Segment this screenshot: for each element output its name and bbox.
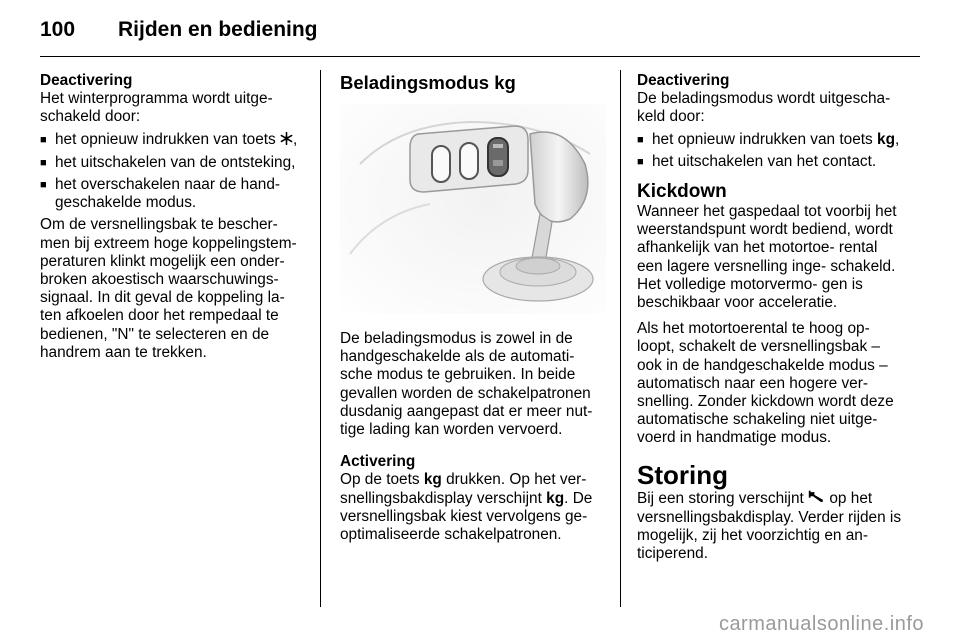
activering-heading: Activering <box>340 453 416 471</box>
warning-paragraph: Om de versnellingsbak te bescher- men bij extreem hoge koppelingstem- peraturen klinkt mogelijk een onder- broken akoestisch waarschuwings- signaal. In dit geval de koppeling la- ten afkoelen door het rempedaal te bedienen, "N" te selecteren en de handrem aan te trekken. <box>40 216 297 361</box>
list-item: ■ het opnieuw indrukken van toets , <box>40 131 308 150</box>
deactivering-heading-2: Deactivering <box>637 72 730 89</box>
deactivering-heading: Deactivering <box>40 72 133 89</box>
storing-heading: Storing <box>637 459 728 490</box>
column-1 <box>40 72 308 362</box>
page-header <box>40 18 318 48</box>
kickdown-heading: Kickdown <box>637 181 727 203</box>
list-item: ■ het opnieuw indrukken van toets kg, <box>637 130 900 148</box>
column-2 <box>340 72 606 544</box>
bullet-icon: ■ <box>637 133 644 146</box>
watermark: carmanualsonline.info <box>718 613 924 635</box>
column-divider-1 <box>320 70 321 607</box>
column-divider-2 <box>620 70 621 607</box>
intro-text: Het winterprogramma wordt uitge- schakeld door: <box>40 90 273 126</box>
bullet-icon: ■ <box>40 156 47 169</box>
bullet-icon: ■ <box>40 133 47 146</box>
snowflake-icon <box>280 132 293 150</box>
header-rule <box>40 56 920 57</box>
kickdown-paragraph-2: Als het motortoerental te hoog op- loopt, schakelt de versnellingsbak – ook in de handgeschakelde modus – automatisch naar een hogere ver- snelling. Zonder kickdown wordt deze automatische schakeling niet uitge- voerd in handmatige modus. <box>637 320 894 447</box>
bullet-icon: ■ <box>40 179 47 192</box>
intro-text-2: De beladingsmodus wordt uitgescha- keld door: <box>637 90 891 126</box>
beladingsmodus-heading: Beladingsmodus kg <box>340 72 516 93</box>
page-number: 100 <box>40 18 76 41</box>
activering-paragraph: Op de toets kg drukken. Op het ver- snellingsbakdisplay verschijnt kg. De versnellingsbak kiest vervolgens ge- optimaliseerde schakelpatronen. <box>340 471 593 544</box>
gear-shift-illustration <box>340 104 606 314</box>
wrench-icon <box>808 490 825 509</box>
kickdown-paragraph-1: Wanneer het gaspedaal tot voorbij het weerstandspunt wordt bediend, wordt afhankelijk van het motortoe- rental een lagere versnelling inge- schakeld. Het volledige motorvermo- gen is beschikbaar voor acceleratie. <box>637 203 897 312</box>
deactivation-list-2 <box>637 131 903 171</box>
list-item: ■ het overschakelen naar de hand- geschakelde modus. <box>40 176 281 212</box>
deactivation-list <box>40 131 308 213</box>
page-title: Rijden en bediening <box>118 18 318 41</box>
list-item: ■ het uitschakelen van de ontsteking, <box>40 153 296 171</box>
beladingsmodus-paragraph: De beladingsmodus is zowel in de handgeschakelde als de automati- sche modus te gebruiken. In beide gevallen worden de schakelpatronen dusdanig aangepast dat er meer nut- tige lading kan worden vervoerd. <box>340 330 593 439</box>
bullet-icon: ■ <box>637 155 644 168</box>
storing-paragraph: Bij een storing verschijnt op het versnellingsbakdisplay. Verder rijden is mogelijk, zij het voorzichtig en an- ticiperend. <box>637 489 902 563</box>
column-3 <box>637 72 903 563</box>
list-item: ■ het uitschakelen van het contact. <box>637 152 877 170</box>
